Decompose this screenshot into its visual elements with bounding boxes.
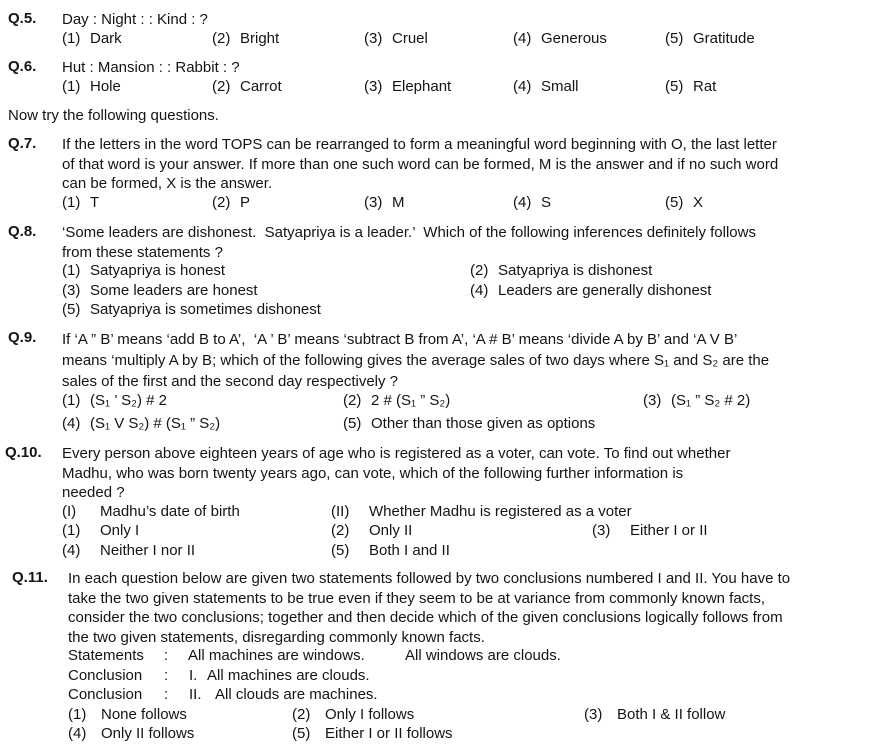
question-text-line: If ‘A ” B’ means ‘add B to A’, ‘A ’ B’ means ‘subtract B from A’, ‘A # B’ means ‘divide A by B’ and ‘A V B’ xyxy=(62,331,738,348)
option-marker: (4) xyxy=(513,193,532,211)
option xyxy=(62,282,258,299)
option-marker: (1) xyxy=(62,262,81,279)
option-text: None follows xyxy=(101,705,187,723)
option xyxy=(643,392,750,409)
option-marker: (1) xyxy=(62,77,81,95)
option xyxy=(331,542,450,559)
option xyxy=(513,30,607,47)
question-number: Q.7. xyxy=(8,135,37,152)
option xyxy=(68,725,194,742)
conclusion-text: All clouds are machines. xyxy=(215,686,378,703)
options-row xyxy=(62,542,881,562)
option-text: Either I or II follows xyxy=(325,725,453,742)
option-text: (S₁ ” S₂ # 2) xyxy=(671,392,751,409)
option xyxy=(292,725,453,742)
info-marker: (II) xyxy=(331,502,350,520)
question-text-line: needed ? xyxy=(62,484,125,501)
option-marker: (3) xyxy=(62,281,81,299)
question-10 xyxy=(0,444,881,561)
options-row xyxy=(62,415,881,438)
question-number: Q.8. xyxy=(8,223,37,240)
option-marker: (2) xyxy=(212,193,231,211)
option-marker: (5) xyxy=(292,725,311,742)
option xyxy=(212,30,279,47)
option-text: Small xyxy=(541,77,579,95)
option-text: Bright xyxy=(240,29,280,47)
option-marker: (1) xyxy=(62,522,81,539)
option-text: M xyxy=(392,193,405,211)
option-marker: (2) xyxy=(470,262,489,279)
question-text-line: can be formed, X is the answer. xyxy=(62,175,273,192)
option xyxy=(364,78,451,95)
option-marker: (5) xyxy=(62,301,81,318)
option xyxy=(62,415,220,432)
option-marker: (4) xyxy=(68,725,87,742)
option-marker: (5) xyxy=(665,193,684,211)
option xyxy=(470,282,711,299)
option-text: Only II xyxy=(369,522,413,539)
option xyxy=(513,78,579,95)
option-text: Rat xyxy=(693,77,717,95)
option xyxy=(62,542,195,559)
option-text: Satyapriya is honest xyxy=(90,262,226,279)
option-marker: (3) xyxy=(584,705,603,723)
option-text: Cruel xyxy=(392,29,428,47)
option-text: Either I or II xyxy=(630,522,708,539)
question-8 xyxy=(0,223,881,321)
question-text-line: In each question below are given two statements followed by two conclusions numbered I and II. You have to xyxy=(68,570,791,587)
colon: : xyxy=(164,666,169,684)
option-marker: (3) xyxy=(364,77,383,95)
option-marker: (5) xyxy=(665,77,684,95)
option-marker: (4) xyxy=(470,281,489,299)
options-row xyxy=(62,30,881,50)
question-number: Q.9. xyxy=(8,329,37,346)
statement-1: All machines are windows. xyxy=(188,647,365,664)
question-11 xyxy=(0,569,881,745)
question-text-line: the two given statements, disregarding commonly known facts. xyxy=(68,628,485,646)
option xyxy=(62,262,225,279)
option-marker: (4) xyxy=(513,29,532,47)
option-marker: (4) xyxy=(62,415,81,432)
option xyxy=(513,194,551,211)
option-marker: (1) xyxy=(68,705,87,723)
question-text-line: consider the two conclusions; together and then decide which of the given conclusions logically follows from xyxy=(68,609,783,626)
options-row xyxy=(68,725,881,745)
option xyxy=(68,706,187,723)
option-text: Hole xyxy=(90,77,121,95)
option-text: Both I and II xyxy=(369,541,450,559)
options-row xyxy=(62,282,881,302)
option-text: T xyxy=(90,193,100,211)
conclusion-text: All machines are clouds. xyxy=(207,666,370,684)
statements-label: Statements xyxy=(68,647,144,664)
conclusion-label: Conclusion xyxy=(68,686,143,703)
option-marker: (3) xyxy=(592,522,611,539)
option-text: X xyxy=(693,193,704,211)
question-text-line: sales of the first and the second day respectively ? xyxy=(62,373,399,390)
option-marker: (2) xyxy=(212,29,231,47)
options-row xyxy=(62,78,881,98)
option-text: Both I & II follow xyxy=(617,705,726,723)
colon: : xyxy=(164,647,169,664)
option-text: Other than those given as options xyxy=(371,415,596,432)
question-text-line: take the two given statements to be true even if they seem to be at variance from commonly known facts, xyxy=(68,589,766,607)
option xyxy=(364,30,428,47)
statement-2: All windows are clouds. xyxy=(405,647,561,664)
option xyxy=(364,194,405,211)
question-number: Q.11. xyxy=(12,569,48,586)
option-text: Dark xyxy=(90,29,122,47)
option-text: S xyxy=(541,193,552,211)
conclusion-row xyxy=(68,686,881,706)
options-row xyxy=(62,301,881,321)
option-text: (S₁ ’ S₂) # 2 xyxy=(90,392,168,409)
question-number: Q.10. xyxy=(5,444,42,461)
section-intro: Now try the following questions. xyxy=(8,107,219,124)
option xyxy=(665,194,703,211)
option-marker: (3) xyxy=(364,29,383,47)
option-marker: (2) xyxy=(212,77,231,95)
question-number: Q.5. xyxy=(8,10,37,27)
option xyxy=(62,301,321,318)
question-text-line: If the letters in the word TOPS can be rearranged to form a meaningful word beginning with O, the last letter xyxy=(62,136,777,153)
info-item xyxy=(331,503,632,520)
option-marker: (2) xyxy=(331,522,350,539)
options-row xyxy=(62,392,881,415)
option-marker: (1) xyxy=(62,193,81,211)
statements-row xyxy=(68,647,881,667)
options-row xyxy=(62,194,881,214)
option xyxy=(470,262,652,279)
option-text: Neither I nor II xyxy=(100,541,196,559)
options-row xyxy=(68,706,881,726)
option-marker: (3) xyxy=(364,193,383,211)
options-row xyxy=(62,262,881,282)
option-text: Carrot xyxy=(240,77,282,95)
question-text-line: of that word is your answer. If more than one such word can be formed, M is the answer and if no such word xyxy=(62,155,779,173)
option xyxy=(584,706,725,723)
question-text-line: Every person above eighteen years of age who is registered as a voter, can vote. To find out whether xyxy=(62,445,731,462)
option-text: Some leaders are honest xyxy=(90,281,258,299)
question-text-line: from these statements ? xyxy=(62,243,223,261)
option-text: P xyxy=(240,193,251,211)
option-text: 2 # (S₁ ” S₂) xyxy=(371,392,451,409)
option xyxy=(292,706,414,723)
question-text-line: Hut : Mansion : : Rabbit : ? xyxy=(62,59,240,76)
option-marker: (4) xyxy=(513,77,532,95)
option xyxy=(62,392,167,409)
question-5 xyxy=(0,10,881,49)
option-text: Only I xyxy=(100,522,140,539)
option-marker: (4) xyxy=(62,541,81,559)
question-text-line: means ‘multiply A by B; which of the following gives the average sales of two days where S₁ and S₂ are the xyxy=(62,352,770,369)
question-6 xyxy=(0,58,881,97)
option-marker: (2) xyxy=(292,705,311,723)
option-marker: (5) xyxy=(665,29,684,47)
info-marker: (I) xyxy=(62,502,77,520)
option-text: Only I follows xyxy=(325,705,415,723)
option-text: Satyapriya is sometimes dishonest xyxy=(90,301,321,318)
option-marker: (1) xyxy=(62,29,81,47)
option-marker: (5) xyxy=(343,415,362,432)
question-9 xyxy=(0,329,881,438)
option-marker: (5) xyxy=(331,541,350,559)
option xyxy=(343,392,450,409)
option xyxy=(592,522,708,539)
option-marker: (2) xyxy=(343,392,362,409)
option xyxy=(665,78,716,95)
conclusion-roman: I. xyxy=(189,666,198,684)
option-text: Elephant xyxy=(392,77,452,95)
conclusion-row xyxy=(68,667,881,687)
option-text: Gratitude xyxy=(693,29,755,47)
question-text-line: Day : Night : : Kind : ? xyxy=(62,11,208,28)
question-text-line: Madhu, who was born twenty years ago, can vote, which of the following further information is xyxy=(62,464,684,482)
option xyxy=(62,78,121,95)
question-text-line: ‘Some leaders are dishonest. Satyapriya is a leader.’ Which of the following inferences definitely follows xyxy=(62,224,756,241)
conclusion-label: Conclusion xyxy=(68,666,143,684)
info-row xyxy=(62,503,881,523)
option xyxy=(212,194,250,211)
info-text: Madhu’s date of birth xyxy=(100,502,240,520)
option-marker: (1) xyxy=(62,392,81,409)
option-text: Leaders are generally dishonest xyxy=(498,281,712,299)
option xyxy=(665,30,755,47)
option xyxy=(62,194,99,211)
conclusion-roman: II. xyxy=(189,686,202,703)
option xyxy=(343,415,595,432)
option xyxy=(331,522,412,539)
option xyxy=(62,522,139,539)
info-text: Whether Madhu is registered as a voter xyxy=(369,502,632,520)
option xyxy=(212,78,282,95)
question-7 xyxy=(0,135,881,213)
option-text: Generous xyxy=(541,29,607,47)
question-number: Q.6. xyxy=(8,58,37,75)
option-text: Only II follows xyxy=(101,725,195,742)
option-marker: (3) xyxy=(643,392,662,409)
options-row xyxy=(62,522,881,542)
colon: : xyxy=(164,686,169,703)
option-text: (S₁ V S₂) # (S₁ ” S₂) xyxy=(90,415,221,432)
info-item xyxy=(62,503,240,520)
option-text: Satyapriya is dishonest xyxy=(498,262,653,279)
option xyxy=(62,30,122,47)
